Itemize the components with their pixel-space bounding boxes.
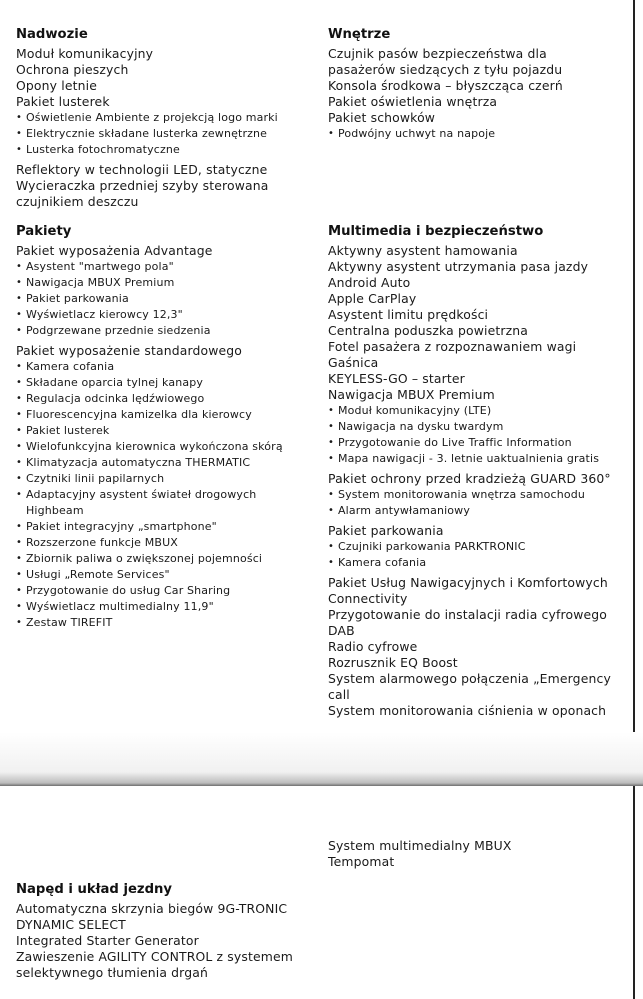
list-item: Fotel pasażera z rozpoznawaniem wagi: [328, 339, 577, 354]
list-item: Integrated Starter Generator: [16, 933, 199, 948]
section-continued-list: [328, 838, 618, 870]
bullet-item: • Wielofunkcyjna kierownica wykończona skórą: [16, 439, 306, 455]
list-item: Pakiet ochrony przed kradzieżą GUARD 360°: [328, 471, 611, 486]
page-right-border: [633, 786, 635, 999]
list-item: Przygotowanie do instalacji radia cyfrowego DAB: [328, 607, 608, 638]
section-naped: [16, 882, 306, 981]
bullet-item: • Pakiet integracyjny „smartphone": [16, 519, 306, 535]
bullet-item: • Mapa nawigacji - 3. letnie uaktualnienia gratis: [328, 451, 618, 467]
list-item: Radio cyfrowe: [328, 639, 418, 654]
section-heading: Nadwozie: [16, 27, 88, 42]
bullet-item: • Klimatyzacja automatyczna THERMATIC: [16, 455, 306, 471]
list-item: Aktywny asystent hamowania: [328, 243, 518, 258]
list-item: Android Auto: [328, 275, 411, 290]
bullet-item: • Pakiet parkowania: [16, 291, 306, 307]
list-item: KEYLESS-GO – starter: [328, 371, 465, 386]
list-item: Pakiet lusterek: [16, 94, 110, 109]
section-list: [328, 243, 618, 719]
bullet-item: • System monitorowania wnętrza samochodu: [328, 487, 618, 503]
list-item: Ochrona pieszych: [16, 62, 129, 77]
list-item: Rozrusznik EQ Boost: [328, 655, 458, 670]
page-separator: [0, 732, 643, 786]
list-item: Pakiet schowków: [328, 110, 436, 125]
list-item: System monitorowania ciśnienia w oponach: [328, 703, 607, 718]
list-item: Automatyczna skrzynia biegów 9G-TRONIC: [16, 901, 288, 916]
bullet-item: • Asystent "martwego pola": [16, 259, 306, 275]
bullet-item: • Kamera cofania: [328, 555, 618, 571]
bullet-item: • Zbiornik paliwa o zwiększonej pojemności: [16, 551, 306, 567]
bullet-item: • Moduł komunikacyjny (LTE): [328, 403, 618, 419]
list-item: Pakiet parkowania: [328, 523, 444, 538]
bullet-item: • Adaptacyjny asystent świateł drogowych Highbeam: [16, 487, 306, 519]
bullet-item: • Podwójny uchwyt na napoje: [328, 126, 618, 142]
list-item: Apple CarPlay: [328, 291, 417, 306]
list-item: Gaśnica: [328, 355, 379, 370]
bullet-item: • Wyświetlacz kierowcy 12,3": [16, 307, 306, 323]
list-item: Moduł komunikacyjny: [16, 46, 154, 61]
list-item: Pakiet wyposażenie standardowego: [16, 343, 243, 358]
section-nadwozie: [16, 27, 306, 210]
bullet-item: • Regulacja odcinka lędźwiowego: [16, 391, 306, 407]
list-item: Konsola środkowa – błyszcząca czerń: [328, 78, 563, 93]
section-pakiety: [16, 224, 306, 631]
list-item: Pakiet oświetlenia wnętrza: [328, 94, 498, 109]
list-item: Pakiet Usług Nawigacyjnych i Komfortowych Connectivity: [328, 575, 608, 606]
bullet-item: • Wyświetlacz multimedialny 11,9": [16, 599, 306, 615]
bullet-item: • Lusterka fotochromatyczne: [16, 142, 306, 158]
document-page-2: [0, 786, 643, 999]
bullet-item: • Nawigacja na dysku twardym: [328, 419, 618, 435]
bullet-item: • Zestaw TIREFIT: [16, 615, 306, 631]
list-item: Reflektory w technologii LED, statyczne: [16, 162, 268, 177]
list-item: Opony letnie: [16, 78, 97, 93]
section-heading: Napęd i układ jezdny: [16, 882, 173, 897]
bullet-item: • Pakiet lusterek: [16, 423, 306, 439]
list-item: Tempomat: [328, 854, 395, 869]
section-list: [16, 243, 306, 631]
list-item: Asystent limitu prędkości: [328, 307, 489, 322]
bullet-item: • Przygotowanie do usług Car Sharing: [16, 583, 306, 599]
list-item: Czujnik pasów bezpieczeństwa dla pasażerów siedzących z tyłu pojazdu: [328, 46, 563, 77]
section-heading: Multimedia i bezpieczeństwo: [328, 224, 544, 239]
bullet-item: • Składane oparcia tylnej kanapy: [16, 375, 306, 391]
section-heading: Pakiety: [16, 224, 72, 239]
bullet-item: • Alarm antywłamaniowy: [328, 503, 618, 519]
bullet-item: • Nawigacja MBUX Premium: [16, 275, 306, 291]
bullet-item: • Elektrycznie składane lusterka zewnętrzne: [16, 126, 306, 142]
bullet-item: • Czujniki parkowania PARKTRONIC: [328, 539, 618, 555]
bullet-item: • Usługi „Remote Services": [16, 567, 306, 583]
list-item: System multimedialny MBUX: [328, 838, 512, 853]
bullet-item: • Fluorescencyjna kamizelka dla kierowcy: [16, 407, 306, 423]
list-item: Nawigacja MBUX Premium: [328, 387, 495, 402]
section-wnetrze: [328, 27, 618, 142]
page-right-border: [633, 0, 635, 732]
list-item: DYNAMIC SELECT: [16, 917, 126, 932]
bullet-item: • Kamera cofania: [16, 359, 306, 375]
section-multimedia: [328, 224, 618, 719]
list-item: System alarmowego połączenia „Emergency call: [328, 671, 611, 702]
list-item: Wycieraczka przedniej szyby sterowana czujnikiem deszczu: [16, 178, 269, 209]
bullet-item: • Podgrzewane przednie siedzenia: [16, 323, 306, 339]
list-item: Pakiet wyposażenia Advantage: [16, 243, 213, 258]
section-list: [16, 46, 306, 210]
list-item: Zawieszenie AGILITY CONTROL z systemem selektywnego tłumienia drgań: [16, 949, 293, 980]
list-item: Aktywny asystent utrzymania pasa jazdy: [328, 259, 589, 274]
bullet-item: • Rozszerzone funkcje MBUX: [16, 535, 306, 551]
bullet-item: • Oświetlenie Ambiente z projekcją logo marki: [16, 110, 306, 126]
bullet-item: • Czytniki linii papilarnych: [16, 471, 306, 487]
bullet-item: • Przygotowanie do Live Traffic Information: [328, 435, 618, 451]
section-heading: Wnętrze: [328, 27, 391, 42]
section-list: [328, 46, 618, 142]
list-item: Centralna poduszka powietrzna: [328, 323, 529, 338]
